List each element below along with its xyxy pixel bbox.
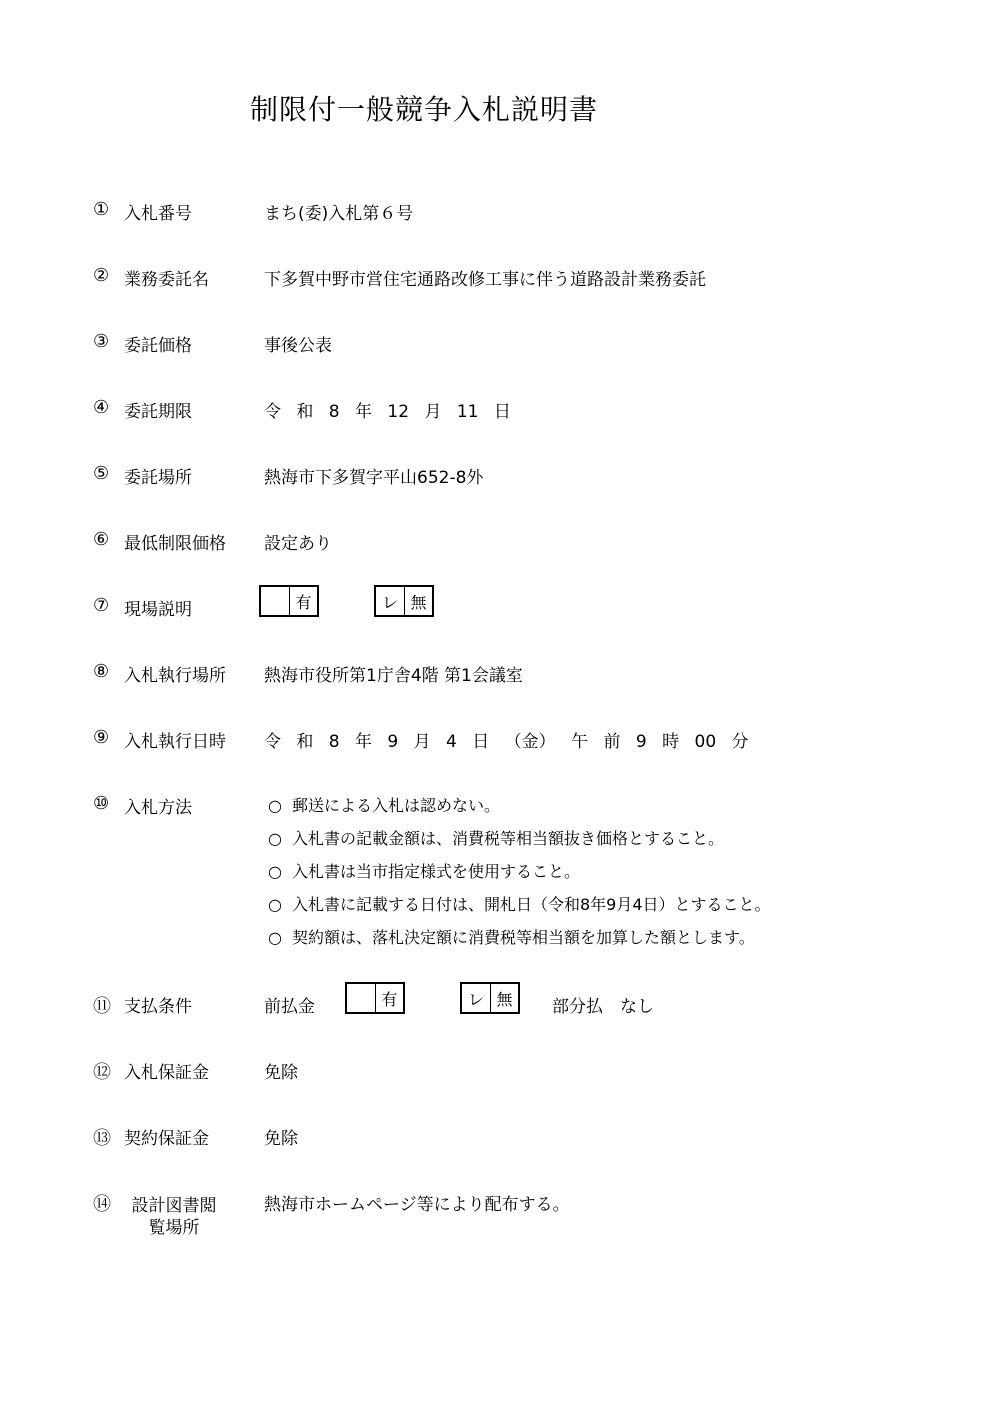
item-label: 設計図書閲 覧場所 [131, 1196, 217, 1238]
item-value: 事後公表 [264, 336, 332, 356]
check-mark [261, 587, 289, 615]
item-number: ④ [93, 397, 110, 418]
item-contract-deadline [0, 395, 1000, 425]
item-contract-location [0, 461, 1000, 491]
item-number: ⑨ [93, 727, 110, 748]
item-min-price [0, 527, 1000, 557]
item-value: まち(委)入札第６号 [264, 204, 414, 224]
item-number: ③ [93, 331, 110, 352]
circle-bullet: ○ [268, 928, 282, 947]
item-contract-price [0, 329, 1000, 359]
option-label: 有 [289, 587, 317, 615]
prepay-label: 前払金 [264, 997, 315, 1017]
item-label: 最低制限価格 [124, 534, 226, 554]
option-label: 無 [490, 984, 518, 1012]
item-value: 令 和 8 年 12 月 11 日 [264, 402, 511, 422]
list-item: ○ 入札書の記載金額は、消費税等相当額抜き価格とすること。 [268, 829, 725, 848]
item-label: 委託期限 [124, 402, 192, 422]
item-number: ⑪ [93, 996, 111, 1017]
item-label: 業務委託名 [124, 270, 209, 290]
item-number: ⑩ [93, 793, 110, 814]
item-label: 現場説明 [124, 600, 192, 620]
item-label: 入札保証金 [124, 1063, 209, 1083]
item-number: ⑭ [93, 1194, 111, 1215]
item-label: 支払条件 [124, 997, 192, 1017]
item-contract-bond [0, 1122, 1000, 1152]
circle-bullet: ○ [268, 829, 282, 848]
item-bid-bond [0, 1056, 1000, 1086]
item-bid-venue [0, 659, 1000, 689]
item-label: 入札執行場所 [124, 666, 226, 686]
item-label: 入札執行日時 [124, 732, 226, 752]
item-payment-terms [0, 990, 1000, 1020]
checkbox-no [460, 982, 520, 1014]
item-number: ⑫ [93, 1062, 111, 1083]
checkbox-yes [345, 982, 405, 1014]
item-value: 熱海市ホームページ等により配布する。 [264, 1195, 570, 1215]
option-label: 有 [375, 984, 403, 1012]
item-bid-datetime [0, 725, 1000, 755]
page-title: 制限付一般競争入札説明書 [250, 93, 599, 126]
item-site-briefing [0, 593, 1000, 623]
item-value: 熱海市下多賀字平山652-8外 [264, 468, 484, 488]
item-number: ⑧ [93, 661, 110, 682]
item-label: 入札方法 [124, 798, 192, 818]
item-number: ⑦ [93, 595, 110, 616]
bid-method-list [268, 793, 771, 958]
item-number: ② [93, 265, 110, 286]
item-label: 入札番号 [124, 204, 192, 224]
item-value: 免除 [264, 1063, 298, 1083]
item-bid-number [0, 197, 1000, 227]
item-value: 令 和 8 年 9 月 4 日 （金） 午 前 9 時 00 分 [264, 732, 749, 752]
item-value: 設定あり [264, 534, 332, 554]
item-number: ⑥ [93, 529, 110, 550]
option-label: 無 [404, 587, 432, 615]
checkbox-yes [259, 585, 319, 617]
list-item: ○ 郵送による入札は認めない。 [268, 796, 501, 815]
item-label: 契約保証金 [124, 1129, 209, 1149]
item-value: 免除 [264, 1129, 298, 1149]
circle-bullet: ○ [268, 895, 282, 914]
item-number: ① [93, 199, 110, 220]
checkbox-no [374, 585, 434, 617]
circle-bullet: ○ [268, 796, 282, 815]
circle-bullet: ○ [268, 862, 282, 881]
item-contract-name [0, 263, 1000, 293]
item-label: 委託場所 [124, 468, 192, 488]
item-value: 下多賀中野市営住宅通路改修工事に伴う道路設計業務委託 [264, 270, 706, 290]
partial-payment: 部分払 なし [552, 997, 654, 1017]
item-label: 委託価格 [124, 336, 192, 356]
list-item: ○ 入札書は当市指定様式を使用すること。 [268, 862, 581, 881]
check-mark: レ [381, 592, 398, 612]
check-mark [347, 984, 375, 1012]
item-number: ⑤ [93, 463, 110, 484]
item-value: 熱海市役所第1庁舎4階 第1会議室 [264, 666, 523, 686]
item-number: ⑬ [93, 1128, 111, 1149]
list-item: ○ 入札書に記載する日付は、開札日（令和8年9月4日）とすること。 [268, 895, 771, 914]
list-item: ○ 契約額は、落札決定額に消費税等相当額を加算した額とします。 [268, 928, 755, 947]
check-mark: レ [467, 989, 484, 1009]
